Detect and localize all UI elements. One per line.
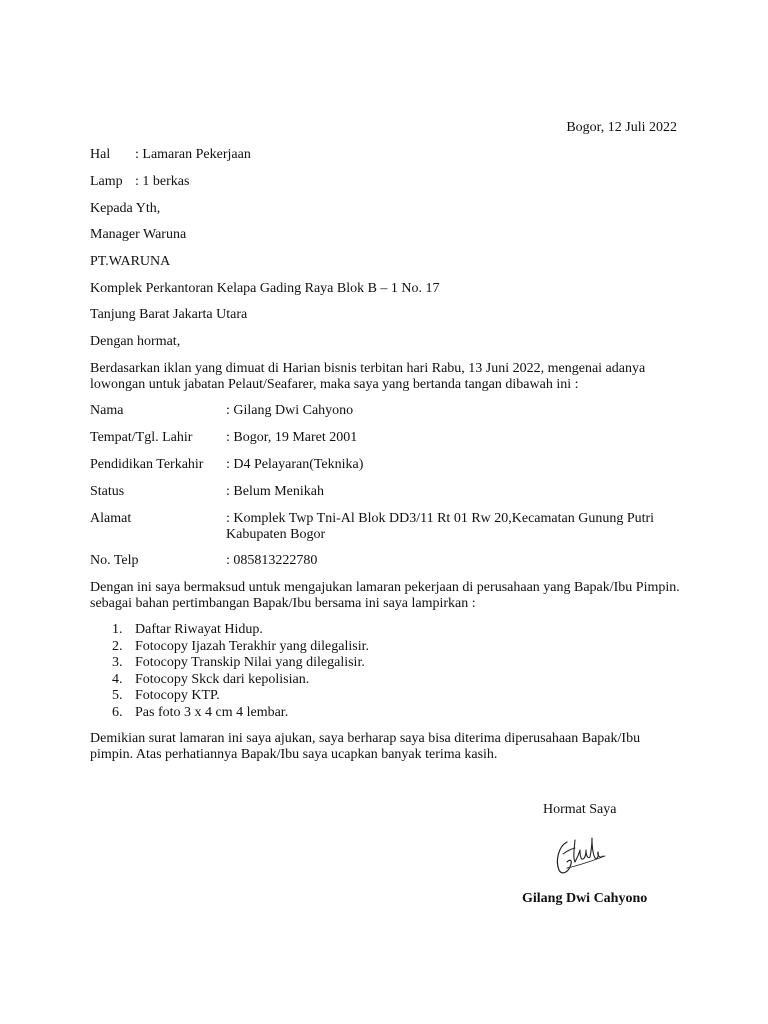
subject-value: : Lamaran Pekerjaan [135,147,251,162]
detail-row [90,403,690,419]
recipient-line: Manager Waruna [90,227,187,242]
handwritten-signature [553,832,609,878]
detail-label: Pendidikan Terkahir [90,457,204,472]
paragraph-line: sebagai bahan pertimbangan Bapak/Ibu bersama ini saya lampirkan : [90,596,476,611]
detail-row [90,457,690,473]
attachment-count-value: : 1 berkas [135,174,190,189]
detail-row [90,430,690,446]
detail-value: : D4 Pelayaran(Teknika) [226,457,364,472]
list-text: Daftar Riwayat Hidup. [135,622,263,637]
detail-value-continued: Kabupaten Bogor [226,527,326,542]
list-number: 6. [112,704,123,720]
closing-salutation: Hormat Saya [543,802,617,817]
detail-value: : 085813222780 [226,553,318,568]
paragraph-line: Demikian surat lamaran ini saya ajukan, saya berharap saya bisa diterima diperusahaan Bapak/Ibu [90,731,641,746]
list-number: 2. [112,638,123,654]
greeting: Dengan hormat, [90,334,181,349]
recipient-line: Tanjung Barat Jakarta Utara [90,307,248,322]
signer-name: Gilang Dwi Cahyono [522,891,648,906]
paragraph-line: lowongan untuk jabatan Pelaut/Seafarer, maka saya yang bertanda tangan dibawah ini : [90,377,579,392]
list-number: 5. [112,688,123,704]
list-text: Pas foto 3 x 4 cm 4 lembar. [135,704,289,720]
list-text: Fotocopy Ijazah Terakhir yang dilegalisir. [135,638,369,654]
detail-label: Status [90,484,125,499]
purpose-paragraph [90,580,690,612]
detail-label: No. Telp [90,553,139,568]
detail-label: Tempat/Tgl. Lahir [90,430,193,445]
attachment-count-label: Lamp [90,174,123,189]
list-text: Fotocopy KTP. [135,688,220,704]
paragraph-line: Dengan ini saya bermaksud untuk mengajukan lamaran pekerjaan di perusahaan yang Bapak/Ibu Pimpin. [90,580,680,595]
detail-row [90,553,690,569]
detail-value: : Komplek Twp Tni-Al Blok DD3/11 Rt 01 Rw 20,Kecamatan Gunung Putri [226,511,655,526]
list-number: 4. [112,671,123,687]
paragraph-line: Berdasarkan iklan yang dimuat di Harian bisnis terbitan hari Rabu, 13 Juni 2022, mengenai adanya [90,361,646,376]
list-text: Fotocopy Transkip Nilai yang dilegalisir. [135,655,365,671]
detail-row [90,484,690,500]
list-number: 3. [112,655,123,671]
list-text: Fotocopy Skck dari kepolisian. [135,671,310,687]
list-number: 1. [112,622,123,637]
detail-value: : Gilang Dwi Cahyono [226,403,354,418]
recipient-line: PT.WARUNA [90,254,171,269]
subject-label: Hal [90,147,111,162]
subject-line [90,147,390,163]
detail-row [90,511,690,543]
recipient-line: Komplek Perkantoran Kelapa Gading Raya Blok B – 1 No. 17 [90,281,440,296]
letter-date: Bogor, 12 Juli 2022 [566,120,677,135]
detail-value: : Bogor, 19 Maret 2001 [226,430,358,445]
closing-paragraph [90,731,690,763]
detail-label: Alamat [90,511,132,526]
intro-paragraph [90,361,690,393]
recipient-line: Kepada Yth, [90,201,161,216]
detail-value: : Belum Menikah [226,484,324,499]
detail-label: Nama [90,403,124,418]
paragraph-line: pimpin. Atas perhatiannya Bapak/Ibu saya ucapkan banyak terima kasih. [90,747,498,762]
attachment-count-line [90,174,390,190]
